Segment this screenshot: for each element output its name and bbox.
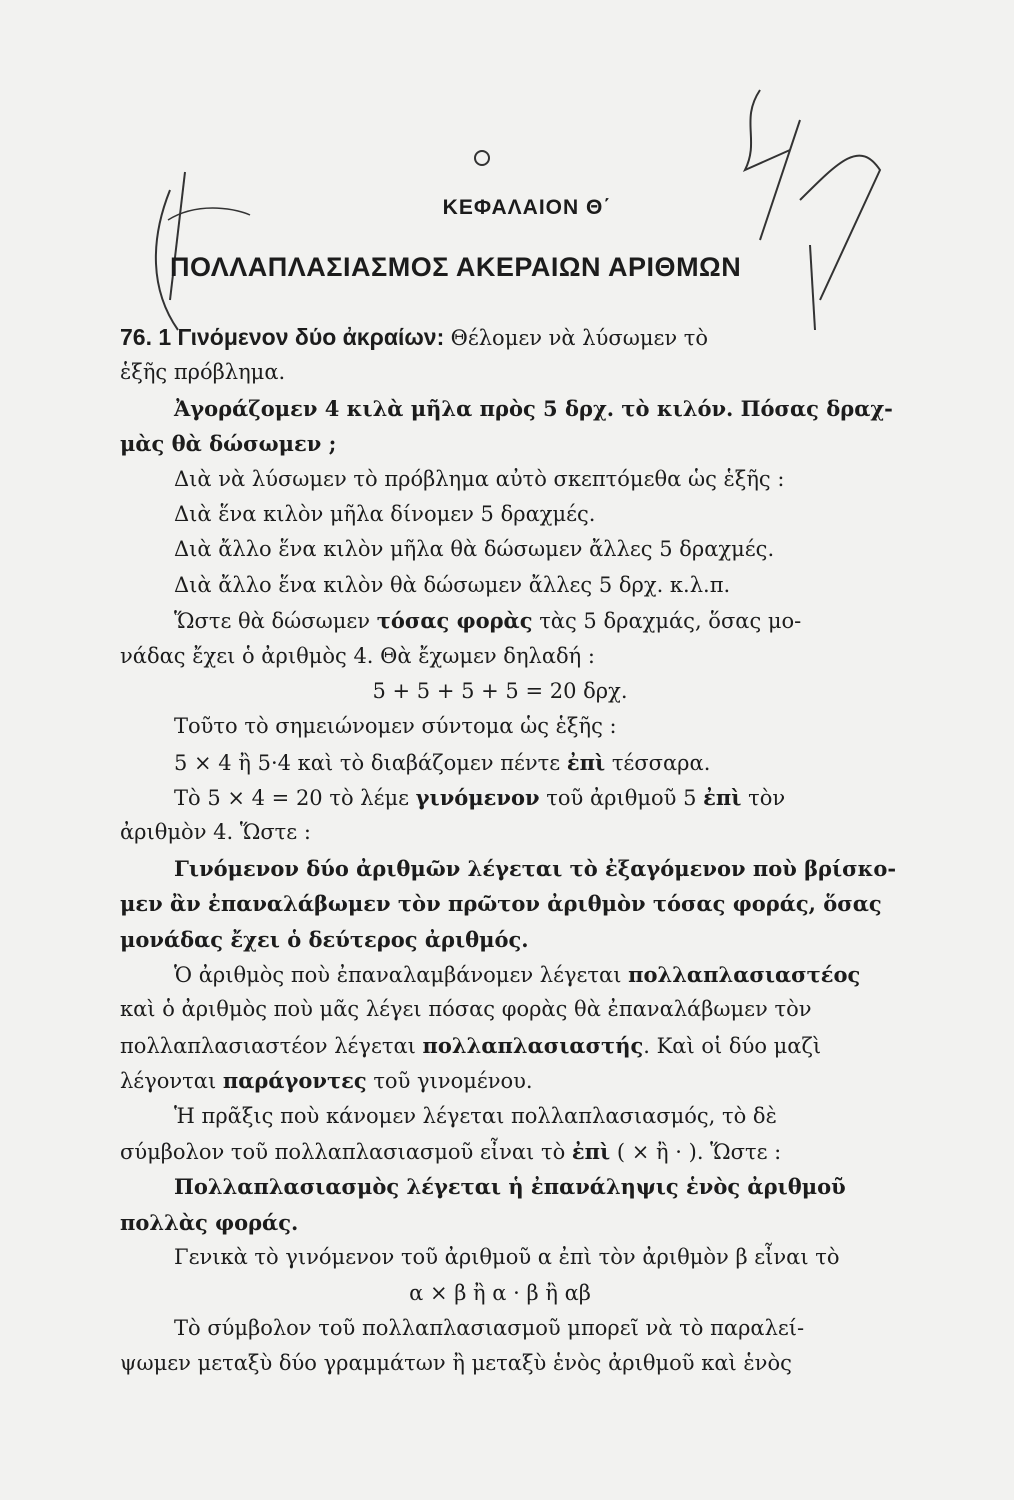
text-span: Τὸ 5 × 4 = 20 τὸ λέμε bbox=[174, 786, 416, 811]
text-line bbox=[120, 426, 880, 461]
text-span: τὰς 5 δραχμάς, ὅσας μο- bbox=[532, 609, 802, 634]
text-span: Τὸ σύμβολον τοῦ πολλαπλασιασμοῦ μπορεῖ νὰ τὸ παραλεί- bbox=[174, 1315, 805, 1340]
text-line bbox=[120, 320, 880, 355]
text-line bbox=[120, 709, 880, 744]
text-span: 5 + 5 + 5 + 5 = 20 δρχ. bbox=[372, 678, 628, 703]
text-span: σύμβολον τοῦ πολλαπλασιασμοῦ εἶναι τὸ bbox=[120, 1139, 572, 1164]
bold-text-span: πολλὰς φοράς. bbox=[120, 1209, 299, 1235]
text-span: Ἡ πρᾶξις ποὺ κάνομεν λέγεται πολλαπλασιασμός, τὸ δὲ bbox=[174, 1103, 777, 1128]
text-span: ψωμεν μεταξὺ δύο γραμμάτων ἢ μεταξὺ ἑνὸς ἀριθμοῦ καὶ ἑνὸς bbox=[120, 1351, 792, 1376]
text-span: 5 × 4 ἢ 5·4 καὶ τὸ διαβάζομεν πέντε bbox=[174, 750, 567, 775]
text-span: Διὰ ἄλλο ἕνα κιλὸν μῆλα θὰ δώσωμεν ἄλλες 5 δραχμές. bbox=[174, 537, 775, 562]
text-span: . Καὶ οἱ δύο μαζὶ bbox=[643, 1033, 822, 1058]
bold-text-span: πολλαπλασιαστέος bbox=[628, 962, 861, 988]
bold-text-span: μεν ἂν ἐπαναλάβωμεν τὸν πρῶτον ἀριθμὸν τόσας φοράς, ὅσας bbox=[120, 891, 882, 917]
text-span: Ὁ ἀριθμὸς ποὺ ἐπαναλαμβάνομεν λέγεται bbox=[174, 963, 629, 988]
bold-text-span: Πολλαπλασιασμὸς λέγεται ἡ ἐπανάληψις ἑνὸς ἀριθμοῦ bbox=[174, 1174, 846, 1200]
text-line bbox=[120, 568, 880, 603]
text-span: Ὥστε θὰ δώσωμεν bbox=[174, 609, 377, 634]
text-line bbox=[120, 603, 880, 638]
chapter-title: ΠΟΛΛΑΠΛΑΣΙΑΣΜΟΣ ΑΚΕΡΑΙΩΝ ΑΡΙΘΜΩΝ bbox=[170, 252, 742, 282]
text-line bbox=[120, 1205, 880, 1240]
text-line bbox=[120, 815, 880, 850]
text-span: Διὰ νὰ λύσωμεν τὸ πρόβλημα αὐτὸ σκεπτόμεθα ὡς ἑξῆς : bbox=[174, 466, 785, 491]
text-span: ἑξῆς πρόβλημα. bbox=[120, 360, 286, 385]
bold-text-span: 76. 1 Γινόμενον δύο ἀκραίων: bbox=[120, 324, 451, 350]
text-line bbox=[120, 1099, 880, 1134]
text-span: τοῦ ἀριθμοῦ 5 bbox=[539, 786, 704, 811]
text-line bbox=[120, 886, 880, 921]
bold-text-span: πολλαπλασιαστής bbox=[422, 1032, 644, 1058]
text-span: νάδας ἔχει ὁ ἀριθμὸς 4. Θὰ ἔχωμεν δηλαδή : bbox=[120, 643, 596, 668]
text-span: α × β ἢ α · β ἢ αβ bbox=[409, 1280, 591, 1305]
text-line bbox=[120, 1240, 880, 1275]
text-span: Διὰ ἕνα κιλὸν μῆλα δίνομεν 5 δραχμές. bbox=[174, 501, 596, 526]
text-line bbox=[120, 1028, 880, 1063]
text-line bbox=[120, 674, 880, 709]
text-line bbox=[120, 497, 880, 532]
text-span: Θέλομεν νὰ λύσωμεν τὸ bbox=[450, 326, 709, 350]
text-line bbox=[120, 957, 880, 992]
text-line bbox=[120, 1276, 880, 1311]
text-line bbox=[120, 639, 880, 674]
bold-text-span: ἐπὶ bbox=[703, 785, 742, 811]
text-line bbox=[120, 922, 880, 957]
text-line bbox=[120, 780, 880, 815]
page-body-text bbox=[120, 320, 897, 1382]
text-span: τέσσαρα. bbox=[605, 750, 711, 775]
text-line bbox=[120, 462, 880, 497]
text-span: Τοῦτο τὸ σημειώνομεν σύντομα ὡς ἑξῆς : bbox=[174, 714, 617, 739]
text-line bbox=[120, 1346, 880, 1381]
text-span: ἀριθμὸν 4. Ὥστε : bbox=[120, 820, 311, 845]
text-span: πολλαπλασιαστέον λέγεται bbox=[120, 1033, 423, 1058]
bold-text-span: παράγοντες bbox=[222, 1068, 367, 1094]
text-line bbox=[120, 355, 880, 390]
bold-text-span: τόσας φορὰς bbox=[376, 608, 533, 634]
text-line bbox=[120, 851, 897, 886]
text-span: Διὰ ἄλλο ἕνα κιλὸν θὰ δώσωμεν ἄλλες 5 δρχ. κ.λ.π. bbox=[174, 572, 731, 597]
text-line bbox=[120, 1063, 880, 1098]
text-span: Γενικὰ τὸ γινόμενον τοῦ ἀριθμοῦ α ἐπὶ τὸν ἀριθμὸν β εἶναι τὸ bbox=[174, 1245, 840, 1270]
text-line bbox=[120, 532, 880, 567]
bold-text-span: ἐπὶ bbox=[571, 1138, 611, 1164]
text-line bbox=[120, 1134, 880, 1169]
text-line bbox=[120, 992, 880, 1027]
text-line bbox=[120, 1169, 880, 1204]
text-line bbox=[120, 1311, 880, 1346]
bold-text-span: μὰς θὰ δώσωμεν ; bbox=[120, 431, 337, 457]
bold-text-span: γινόμενον bbox=[415, 785, 540, 811]
bold-text-span: ἐπὶ bbox=[566, 749, 606, 775]
chapter-heading: ΚΕΦΑΛΑΙΟΝ Θ΄ bbox=[442, 196, 612, 219]
bold-text-span: Γινόμενον δύο ἀριθμῶν λέγεται τὸ ἐξαγόμενον ποὺ βρίσκο- bbox=[174, 855, 897, 881]
bold-text-span: Ἀγοράζομεν 4 κιλὰ μῆλα πρὸς 5 δρχ. τὸ κιλόν. Πόσας δραχ- bbox=[174, 395, 893, 421]
text-line bbox=[120, 745, 880, 780]
text-span: τοῦ γινομένου. bbox=[366, 1069, 533, 1094]
bold-text-span: μονάδας ἔχει ὁ δεύτερος ἀριθμός. bbox=[120, 926, 529, 952]
text-span: τὸν bbox=[741, 786, 786, 811]
text-span: ( × ἢ · ). Ὥστε : bbox=[610, 1139, 782, 1164]
text-line bbox=[120, 391, 893, 426]
text-span: λέγονται bbox=[120, 1069, 223, 1094]
text-span: καὶ ὁ ἀριθμὸς ποὺ μᾶς λέγει πόσας φορὰς θὰ ἐπαναλάβωμεν τὸν bbox=[120, 997, 812, 1022]
